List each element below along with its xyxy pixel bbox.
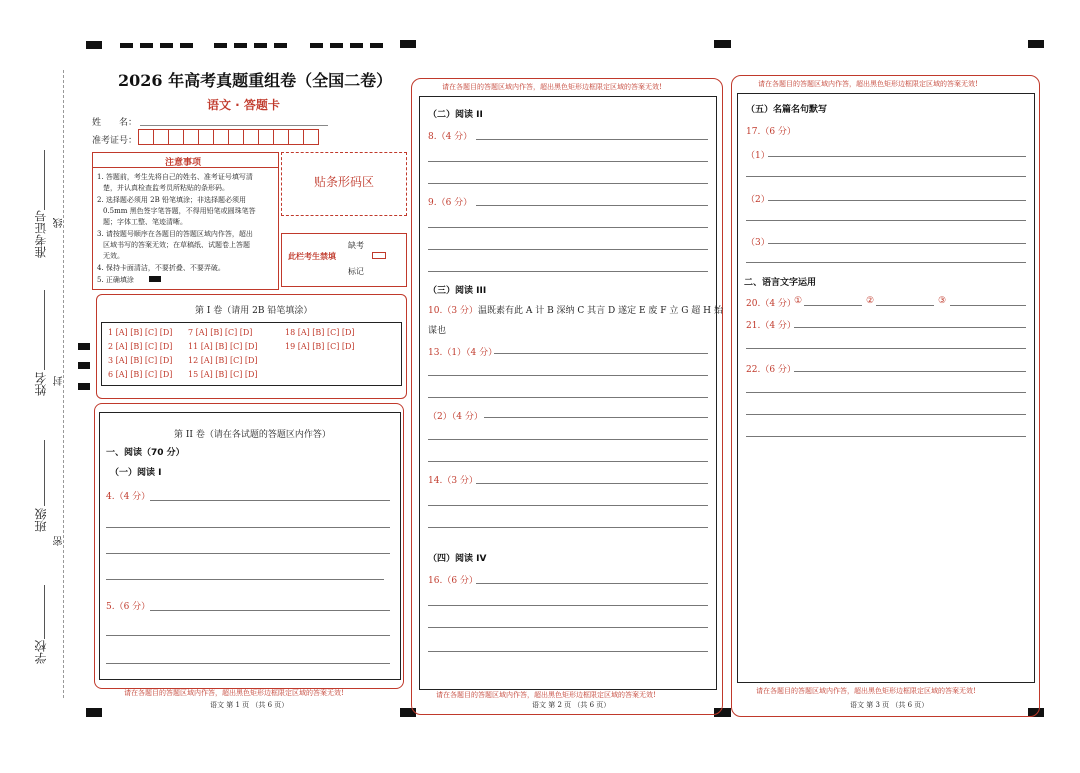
- note-line: 4. 保持卡面清洁，不要折叠、不要弄破。: [97, 264, 225, 272]
- note-line: 2. 选择题必须用 2B 铅笔填涂；非选择题必须用: [97, 196, 246, 204]
- answer-line[interactable]: [150, 610, 390, 611]
- timing-mark: [330, 43, 343, 48]
- part2-title: 第 II 卷（请在各试题的答题区内作答）: [174, 430, 331, 440]
- timing-mark: [274, 43, 287, 48]
- part2-box: [94, 403, 404, 689]
- answer-line[interactable]: [746, 220, 1026, 221]
- choice-row[interactable]: 7 [A] [B] [C] [D]: [188, 328, 253, 337]
- question-label: 13.（1）（4 分）: [428, 348, 498, 358]
- part-label: （3）: [746, 238, 770, 248]
- choice-row[interactable]: 3 [A] [B] [C] [D]: [108, 356, 173, 365]
- answer-line[interactable]: [428, 183, 708, 184]
- timing-mark: [254, 43, 267, 48]
- answer-line[interactable]: [106, 635, 390, 636]
- subsection-heading: （三）阅读 III: [428, 286, 487, 296]
- page-footer: 语文 第 3 页 （共 6 页）: [850, 701, 929, 709]
- question-label: 14.（3 分）: [428, 476, 478, 486]
- proctor-label: 此栏考生禁填: [288, 252, 336, 261]
- note-line: 3. 请按题号顺序在各题目的答题区域内作答，超出: [97, 230, 253, 238]
- blank-label: ②: [866, 296, 875, 306]
- warning-text: 请在各题目的答题区域内作答，超出黑色矩形边框限定区域的答案无效!: [758, 80, 978, 88]
- question-label: 16.（6 分）: [428, 576, 478, 586]
- answer-line[interactable]: [428, 375, 708, 376]
- exam-no-box[interactable]: [183, 129, 199, 145]
- answer-line[interactable]: [476, 205, 708, 206]
- side-label-name: 姓名: [34, 372, 48, 396]
- blank-label: ①: [794, 296, 803, 306]
- page-subtitle: 语文 · 答题卡: [207, 98, 280, 112]
- part-label: （2）: [746, 195, 770, 205]
- part-label: （1）: [746, 151, 770, 161]
- question-label: 5.（6 分）: [106, 602, 151, 612]
- choice-row[interactable]: 15 [A] [B] [C] [D]: [188, 370, 258, 379]
- timing-mark: [86, 708, 102, 717]
- question-label: 21.（4 分）: [746, 321, 796, 331]
- answer-line[interactable]: [746, 436, 1026, 437]
- exam-no-label: 准考证号：: [92, 136, 138, 146]
- answer-line[interactable]: [494, 353, 708, 354]
- answer-line[interactable]: [106, 579, 384, 580]
- side-field-line: [44, 290, 45, 370]
- question-label: （2）（4 分）: [428, 412, 483, 422]
- side-label-line: 线: [54, 218, 65, 228]
- absent-label: 缺考: [348, 241, 364, 250]
- page2-answer-area: [419, 96, 723, 690]
- answer-line[interactable]: [768, 200, 1026, 201]
- exam-no-box[interactable]: [243, 129, 259, 145]
- side-label-seal: 封: [54, 376, 65, 386]
- answer-line[interactable]: [476, 583, 708, 584]
- question-text: 谋也: [428, 326, 447, 336]
- answer-line[interactable]: [804, 305, 862, 306]
- warning-text: 请在各题目的答题区域内作答，超出黑色矩形边框限定区域的答案无效!: [756, 687, 976, 695]
- exam-no-box[interactable]: [303, 129, 319, 145]
- exam-no-box[interactable]: [138, 129, 154, 145]
- answer-line[interactable]: [106, 527, 390, 528]
- page2-frame: [411, 78, 723, 715]
- answer-line[interactable]: [106, 663, 390, 664]
- timing-mark: [1028, 40, 1044, 48]
- side-field-line: [44, 585, 45, 639]
- answer-line[interactable]: [950, 305, 1026, 306]
- timing-mark: [234, 43, 247, 48]
- warning-text: 请在各题目的答题区域内作答，超出黑色矩形边框限定区域的答案无效!: [436, 691, 656, 699]
- notes-box: [92, 152, 279, 290]
- choice-row[interactable]: 19 [A] [B] [C] [D]: [285, 342, 355, 351]
- exam-no-box[interactable]: [213, 129, 229, 145]
- side-label-exam-no: 准考证号: [34, 210, 48, 258]
- note-line: 1. 答题前，考生先将自己的姓名、准考证号填写清: [97, 173, 253, 181]
- exam-no-box[interactable]: [258, 129, 274, 145]
- page-footer: 语文 第 2 页 （共 6 页）: [532, 701, 611, 709]
- side-label-class: 班级: [34, 508, 48, 532]
- exam-no-box[interactable]: [228, 129, 244, 145]
- answer-line[interactable]: [746, 262, 1026, 263]
- side-field-line: [44, 150, 45, 210]
- note-line: 5. 正确填涂: [97, 276, 134, 284]
- timing-mark: [78, 383, 90, 390]
- answer-line[interactable]: [476, 483, 708, 484]
- timing-mark: [160, 43, 173, 48]
- timing-mark: [310, 43, 323, 48]
- subsection-heading: （二）阅读 II: [428, 110, 483, 120]
- answer-line[interactable]: [428, 505, 708, 506]
- answer-line[interactable]: [428, 397, 708, 398]
- blank-label: ③: [938, 296, 947, 306]
- answer-line[interactable]: [484, 417, 708, 418]
- answer-line[interactable]: [794, 327, 1026, 328]
- side-field-line: [44, 440, 45, 506]
- answer-line[interactable]: [746, 176, 1026, 177]
- answer-line[interactable]: [746, 392, 1026, 393]
- part2-answer-area: [99, 412, 401, 680]
- timing-mark: [120, 43, 133, 48]
- question-label: 10.（3 分）: [428, 306, 478, 316]
- barcode-label: 贴条形码区: [314, 175, 375, 189]
- answer-line[interactable]: [746, 414, 1026, 415]
- absent-box[interactable]: [372, 252, 386, 259]
- question-label: 9.（6 分）: [428, 198, 473, 208]
- page3-answer-area: [737, 93, 1035, 683]
- timing-mark: [78, 362, 90, 369]
- answer-line[interactable]: [428, 651, 708, 652]
- note-line: 无效。: [103, 252, 124, 260]
- exam-no-box[interactable]: [168, 129, 184, 145]
- section-heading: 二、语言文字运用: [744, 278, 817, 288]
- answer-line[interactable]: [768, 156, 1026, 157]
- warning-text: 请在各题目的答题区域内作答，超出黑色矩形边框限定区域的答案无效!: [442, 83, 662, 91]
- timing-mark: [180, 43, 193, 48]
- exam-no-box[interactable]: [153, 129, 169, 145]
- answer-line[interactable]: [428, 249, 708, 250]
- question-label: 8.（4 分）: [428, 132, 473, 142]
- answer-line[interactable]: [428, 439, 708, 440]
- notes-title: 注意事项: [165, 158, 202, 168]
- side-label-dense: 密: [54, 536, 65, 546]
- choice-row[interactable]: 1 [A] [B] [C] [D]: [108, 328, 173, 337]
- page-title: 2026 年高考真题重组卷（全国二卷）: [118, 71, 393, 90]
- filled-bubble-sample: [149, 276, 161, 282]
- note-line: 楚，并认真检查监考员所粘贴的条形码。: [103, 184, 229, 192]
- answer-line[interactable]: [428, 605, 708, 606]
- question-text: 温既素有此 A 计 B 深纳 C 其言 D 遂定 E 废 F 立 G 超 H 始: [478, 306, 723, 316]
- mark-label: 标记: [348, 267, 364, 276]
- answer-line[interactable]: [428, 161, 708, 162]
- proctor-box: [281, 233, 407, 287]
- choice-grid: [101, 322, 402, 386]
- timing-mark: [86, 41, 102, 49]
- timing-mark: [214, 43, 227, 48]
- page3-frame: [731, 75, 1040, 717]
- answer-line[interactable]: [768, 243, 1026, 244]
- note-line: 0.5mm 黑色签字笔答题，不得用铅笔或圆珠笔答: [103, 207, 256, 215]
- question-label: 17.（6 分）: [746, 127, 796, 137]
- note-line: 题；字体工整、笔迹清晰。: [103, 218, 187, 226]
- answer-line[interactable]: [746, 348, 1026, 349]
- exam-no-box[interactable]: [198, 129, 214, 145]
- timing-mark: [370, 43, 383, 48]
- note-line: 区域书写的答案无效；在草稿纸、试题卷上答题: [103, 241, 250, 249]
- exam-no-box[interactable]: [288, 129, 304, 145]
- exam-no-box[interactable]: [273, 129, 289, 145]
- subsection-heading: （一）阅读 I: [110, 468, 162, 478]
- timing-mark: [350, 43, 363, 48]
- barcode-area: [281, 152, 407, 216]
- question-label: 22.（6 分）: [746, 365, 796, 375]
- choice-row[interactable]: 11 [A] [B] [C] [D]: [188, 342, 258, 351]
- part1-box: [96, 294, 407, 399]
- answer-line[interactable]: [428, 461, 708, 462]
- timing-mark: [140, 43, 153, 48]
- answer-line[interactable]: [794, 371, 1026, 372]
- answer-line[interactable]: [876, 305, 934, 306]
- subsection-heading: （四）阅读 IV: [428, 554, 487, 564]
- answer-line[interactable]: [150, 500, 390, 501]
- question-label: 4.（4 分）: [106, 492, 151, 502]
- side-label-school: 学校: [34, 640, 48, 664]
- choice-row[interactable]: 18 [A] [B] [C] [D]: [285, 328, 355, 337]
- subsection-heading: （五）名篇名句默写: [746, 105, 828, 115]
- warning-text: 请在各题目的答题区域内作答，超出黑色矩形边框限定区域的答案无效!: [124, 689, 344, 697]
- section-heading: 一、阅读（70 分）: [106, 448, 185, 458]
- timing-mark: [78, 343, 90, 350]
- answer-line[interactable]: [428, 627, 708, 628]
- answer-line[interactable]: [428, 227, 708, 228]
- part1-title: 第 I 卷（请用 2B 铅笔填涂）: [195, 306, 313, 316]
- answer-line[interactable]: [428, 527, 708, 528]
- page-footer: 语文 第 1 页 （共 6 页）: [210, 701, 289, 709]
- answer-line[interactable]: [428, 271, 708, 272]
- choice-row[interactable]: 6 [A] [B] [C] [D]: [108, 370, 173, 379]
- timing-mark: [400, 40, 416, 48]
- timing-mark: [714, 40, 731, 48]
- name-label: 姓 名：: [92, 118, 138, 128]
- choice-row[interactable]: 2 [A] [B] [C] [D]: [108, 342, 173, 351]
- question-label: 20.（4 分）: [746, 299, 796, 309]
- name-field[interactable]: [140, 125, 328, 126]
- answer-line[interactable]: [106, 553, 390, 554]
- exam-no-boxes[interactable]: [138, 129, 318, 145]
- answer-line[interactable]: [476, 139, 708, 140]
- choice-row[interactable]: 12 [A] [B] [C] [D]: [188, 356, 258, 365]
